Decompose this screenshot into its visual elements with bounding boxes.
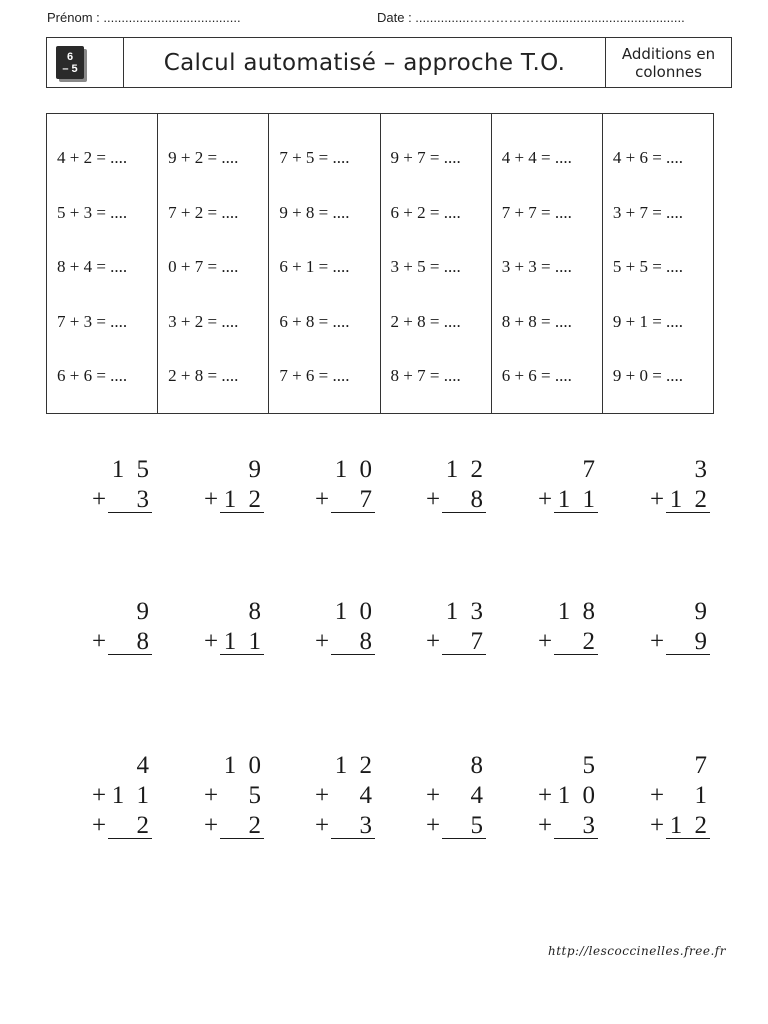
plus-sign: +: [650, 812, 668, 839]
operand: 1: [694, 782, 710, 809]
mental-math-cell: 6 + 8 = ....: [279, 311, 350, 331]
plus-sign: +: [315, 486, 333, 513]
worksheet-header: [46, 37, 732, 88]
operand: 8: [331, 627, 375, 655]
plus-sign: +: [92, 812, 110, 839]
subtraction-logo-icon: [56, 46, 84, 79]
operand: 8: [442, 485, 486, 513]
mental-math-cell: 8 + 4 = ....: [57, 257, 128, 276]
operand: 7: [331, 485, 375, 513]
mental-math-cell: 4 + 6 = ....: [612, 148, 684, 167]
operand: 7: [442, 627, 486, 655]
operand: 4: [359, 782, 375, 809]
plus-sign: +: [426, 628, 444, 655]
logo-top-digit: 6: [66, 50, 74, 63]
mental-math-cell: 7 + 6 = ....: [279, 366, 350, 385]
mental-math-column: [47, 114, 158, 413]
addition-exercise: [92, 751, 152, 841]
date-field[interactable]: Date : ...............………………......................................: [377, 10, 685, 25]
operand: 1 1: [111, 782, 152, 809]
operand: 9: [666, 627, 710, 655]
mental-math-cell: 9 + 1 = ....: [612, 311, 684, 331]
mental-math-cell: 3 + 5 = ....: [390, 257, 461, 276]
plus-sign: +: [315, 812, 333, 839]
operand: 2: [554, 627, 598, 655]
operand: 1 0: [334, 598, 375, 625]
logo-cell: [47, 38, 124, 87]
subtitle-line-2: colonnes: [635, 62, 702, 81]
addition-exercise: [538, 455, 598, 515]
plus-sign: +: [426, 812, 444, 839]
operand: 4: [470, 782, 486, 809]
addition-exercise: [426, 455, 486, 515]
mental-math-column: [158, 114, 269, 413]
addition-exercise: [650, 455, 710, 515]
operand: 5: [582, 752, 598, 779]
plus-sign: +: [92, 486, 110, 513]
operand: 1 1: [554, 485, 598, 513]
operand: 9: [248, 456, 264, 483]
mental-math-cell: 5 + 5 = ....: [612, 257, 684, 276]
mental-math-cell: 6 + 1 = ....: [279, 257, 350, 276]
footer-url: http://lescoccinelles.free.fr: [548, 944, 726, 958]
plus-sign: +: [650, 486, 668, 513]
addition-exercise: [315, 455, 375, 515]
mental-math-cell: 7 + 7 = ....: [501, 202, 572, 222]
mental-math-cell: 7 + 3 = ....: [57, 311, 128, 331]
addition-exercise: [650, 751, 710, 841]
plus-sign: +: [538, 782, 556, 809]
addition-exercise: [92, 455, 152, 515]
mental-math-cell: 2 + 8 = ....: [390, 311, 461, 331]
page-title: Calcul automatisé – approche T.O.: [124, 38, 606, 87]
operand: 1 0: [557, 782, 598, 809]
operand: 1 8: [557, 598, 598, 625]
mental-math-table: [46, 113, 714, 414]
mental-math-cell: 9 + 2 = ....: [168, 148, 239, 167]
operand: 3: [108, 485, 152, 513]
mental-math-cell: 4 + 4 = ....: [501, 148, 572, 167]
addition-exercise: [204, 751, 264, 841]
mental-math-cell: 4 + 2 = ....: [57, 148, 128, 167]
mental-math-column: [269, 114, 380, 413]
plus-sign: +: [92, 628, 110, 655]
mental-math-column: [492, 114, 603, 413]
addition-exercise: [650, 597, 710, 657]
plus-sign: +: [426, 486, 444, 513]
operand: 5: [442, 811, 486, 839]
mental-math-column: [603, 114, 713, 413]
operand: 1 2: [445, 456, 486, 483]
plus-sign: +: [538, 486, 556, 513]
mental-math-cell: 7 + 5 = ....: [279, 148, 350, 167]
operand: 9: [136, 598, 152, 625]
plus-sign: +: [426, 782, 444, 809]
operand: 1 2: [334, 752, 375, 779]
addition-exercise: [538, 751, 598, 841]
mental-math-cell: 9 + 0 = ....: [612, 366, 684, 385]
mental-math-cell: 9 + 7 = ....: [390, 148, 461, 167]
addition-exercise: [538, 597, 598, 657]
addition-exercise: [426, 751, 486, 841]
mental-math-cell: 7 + 2 = ....: [168, 202, 239, 222]
operand: 7: [582, 456, 598, 483]
operand: 7: [694, 752, 710, 779]
operand: 1 0: [223, 752, 264, 779]
plus-sign: +: [538, 812, 556, 839]
mental-math-cell: 5 + 3 = ....: [57, 202, 128, 222]
mental-math-cell: 3 + 2 = ....: [168, 311, 239, 331]
addition-exercise: [315, 597, 375, 657]
mental-math-column: [381, 114, 492, 413]
addition-exercise: [204, 455, 264, 515]
addition-exercise: [204, 597, 264, 657]
operand: 3: [694, 456, 710, 483]
mental-math-cell: 8 + 7 = ....: [390, 366, 461, 385]
operand: 1 3: [445, 598, 486, 625]
operand: 2: [108, 811, 152, 839]
operand: 1 2: [666, 811, 710, 839]
mental-math-cell: 3 + 7 = ....: [612, 202, 684, 222]
subtitle-line-1: Additions en: [621, 44, 716, 63]
plus-sign: +: [315, 628, 333, 655]
mental-math-cell: 3 + 3 = ....: [501, 257, 572, 276]
page-subtitle: [606, 38, 731, 87]
plus-sign: +: [650, 782, 668, 809]
mental-math-cell: 0 + 7 = ....: [168, 257, 239, 276]
plus-sign: +: [315, 782, 333, 809]
plus-sign: +: [204, 628, 222, 655]
operand: 8: [248, 598, 264, 625]
plus-sign: +: [538, 628, 556, 655]
mental-math-cell: 6 + 2 = ....: [390, 202, 461, 222]
operand: 5: [248, 782, 264, 809]
operand: 3: [331, 811, 375, 839]
plus-sign: +: [204, 486, 222, 513]
addition-exercise: [92, 597, 152, 657]
plus-sign: +: [204, 812, 222, 839]
operand: 8: [470, 752, 486, 779]
operand: 1 1: [220, 627, 264, 655]
operand: 1 0: [334, 456, 375, 483]
addition-exercise: [315, 751, 375, 841]
mental-math-cell: 6 + 6 = ....: [501, 366, 572, 385]
plus-sign: +: [92, 782, 110, 809]
operand: 1 5: [111, 456, 152, 483]
operand: 1 2: [666, 485, 710, 513]
mental-math-cell: 2 + 8 = ....: [168, 366, 239, 385]
mental-math-cell: 6 + 6 = ....: [57, 366, 128, 385]
operand: 1 2: [220, 485, 264, 513]
operand: 8: [108, 627, 152, 655]
mental-math-cell: 9 + 8 = ....: [279, 202, 350, 222]
operand: 3: [554, 811, 598, 839]
logo-bottom-digit: – 5: [62, 62, 78, 75]
plus-sign: +: [650, 628, 668, 655]
plus-sign: +: [204, 782, 222, 809]
addition-exercise: [426, 597, 486, 657]
name-field[interactable]: Prénom : ......................................: [47, 10, 241, 25]
operand: 9: [694, 598, 710, 625]
operand: 4: [136, 752, 152, 779]
operand: 2: [220, 811, 264, 839]
mental-math-cell: 8 + 8 = ....: [501, 311, 572, 331]
